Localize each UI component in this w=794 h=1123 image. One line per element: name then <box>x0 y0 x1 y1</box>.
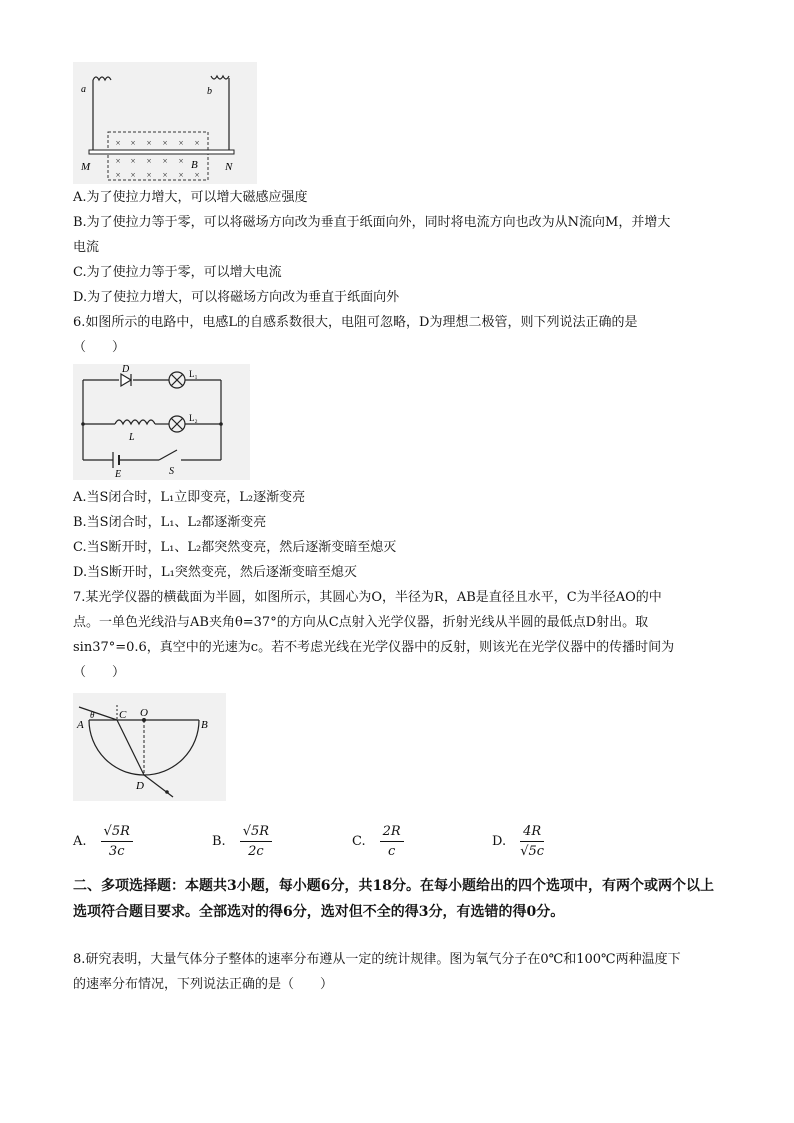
fraction-numerator: 2R <box>380 824 404 842</box>
figure-circuit <box>73 364 250 480</box>
label-S: S <box>169 466 174 477</box>
fraction-denominator: 3c <box>108 844 125 859</box>
label-N: N <box>225 161 233 173</box>
fraction-denominator: c <box>388 844 396 859</box>
label-D-diode: D <box>122 364 130 375</box>
q7-stem-line-3: sin37°=0.6，真空中的光速为c。若不考虑光线在光学仪器中的反射，则该光在光学仪器中的传播时间为 <box>73 640 675 655</box>
semicircle-diagram <box>73 693 226 801</box>
svg-text:×: × <box>115 156 121 166</box>
svg-text:×: × <box>194 138 200 148</box>
q5-option-a: A.为了使拉力增大，可以增大磁感应强度 <box>73 190 308 205</box>
q7-choice-b[interactable] <box>212 824 272 859</box>
fraction-numerator: √5R <box>101 824 133 842</box>
figure-rod-magnetic-field <box>73 62 257 184</box>
label-a: a <box>81 84 86 95</box>
q6-stem: 6.如图所示的电路中，电感L的自感系数很大，电阻可忽略，D为理想二极管，则下列说法正确的是 <box>73 315 638 330</box>
svg-text:×: × <box>115 138 121 148</box>
choice-fraction <box>380 824 404 859</box>
q7-stem-line-2: 点。一单色光线沿与AB夹角θ=37°的方向从C点射入光学仪器，折射光线从半圆的最低点D射出。取 <box>73 615 649 630</box>
svg-text:×: × <box>146 138 152 148</box>
svg-text:×: × <box>130 156 136 166</box>
figure-semicircle <box>73 693 226 801</box>
choice-label: A. <box>73 834 87 849</box>
label-D-point: D <box>136 780 144 792</box>
label-B: B <box>191 159 198 171</box>
svg-text:×: × <box>194 170 200 180</box>
label-L1: L₁ <box>189 369 198 379</box>
label-L2: L₂ <box>189 413 198 423</box>
rod-field-diagram <box>73 62 257 184</box>
svg-text:×: × <box>115 170 121 180</box>
q7-choice-c[interactable] <box>352 824 404 859</box>
choice-fraction <box>520 824 544 859</box>
fraction-denominator: 2c <box>248 844 264 859</box>
q6-option-c: C.当S断开时，L₁、L₂都突然变亮，然后逐渐变暗至熄灭 <box>73 540 397 555</box>
choice-label: C. <box>352 834 366 849</box>
label-b: b <box>207 86 212 97</box>
circuit-diagram <box>73 364 250 480</box>
q7-stem-line-1: 7.某光学仪器的横截面为半圆，如图所示，其圆心为O，半径为R，AB是直径且水平，C为半径AO的中 <box>73 590 662 605</box>
fraction-numerator: 4R <box>520 824 544 842</box>
q8-stem-line-1: 8.研究表明，大量气体分子整体的速率分布遵从一定的统计规律。图为氧气分子在0℃和100℃两种温度下 <box>73 952 681 967</box>
label-C: C <box>119 709 127 721</box>
q5-option-b: B.为了使拉力等于零，可以将磁场方向改为垂直于纸面向外，同时将电流方向也改为从N流向M，并增大 <box>73 215 671 230</box>
svg-text:×: × <box>146 170 152 180</box>
q7-choice-d[interactable] <box>492 824 544 859</box>
q6-option-b: B.当S闭合时，L₁、L₂都逐渐变亮 <box>73 515 267 530</box>
choice-label: D. <box>492 834 507 849</box>
label-M: M <box>81 161 91 173</box>
choice-label: B. <box>212 834 226 849</box>
label-O: O <box>140 707 148 719</box>
fraction-numerator: √5R <box>240 824 272 842</box>
svg-text:×: × <box>162 156 168 166</box>
q6-option-d: D.当S断开时，L₁突然变亮，然后逐渐变暗至熄灭 <box>73 565 357 580</box>
svg-text:×: × <box>146 156 152 166</box>
section2-heading: 二、多项选择题：本题共3小题，每小题6分，共18分。在每小题给出的四个选项中，有两个或两个以上选项符合题目要求。全部选对的得6分，选对但不全的得3分，有选错的得0分。 <box>73 878 714 920</box>
label-theta: θ <box>90 710 95 720</box>
q6-option-a: A.当S闭合时，L₁立即变亮，L₂逐渐变亮 <box>73 490 306 505</box>
svg-text:×: × <box>178 156 184 166</box>
label-A: A <box>77 719 84 731</box>
q5-option-c: C.为了使拉力等于零，可以增大电流 <box>73 265 282 280</box>
svg-text:×: × <box>178 170 184 180</box>
svg-text:×: × <box>178 138 184 148</box>
svg-text:×: × <box>162 138 168 148</box>
choice-fraction <box>240 824 272 859</box>
svg-text:×: × <box>162 170 168 180</box>
label-L-inductor: L <box>129 432 135 443</box>
q5-option-b-cont: 电流 <box>73 240 100 255</box>
q5-option-d: D.为了使拉力增大，可以将磁场方向改为垂直于纸面向外 <box>73 290 400 305</box>
label-B-point: B <box>201 719 208 731</box>
q8-stem-line-2: 的速率分布情况，下列说法正确的是（ ） <box>73 977 334 992</box>
q7-paren: （ ） <box>73 665 126 680</box>
label-E: E <box>115 469 122 480</box>
q7-choice-a[interactable] <box>73 824 133 859</box>
choice-fraction <box>101 824 133 859</box>
svg-text:×: × <box>130 170 136 180</box>
q6-paren: （ ） <box>73 340 126 355</box>
svg-text:×: × <box>130 138 136 148</box>
fraction-denominator: √5c <box>520 844 545 859</box>
